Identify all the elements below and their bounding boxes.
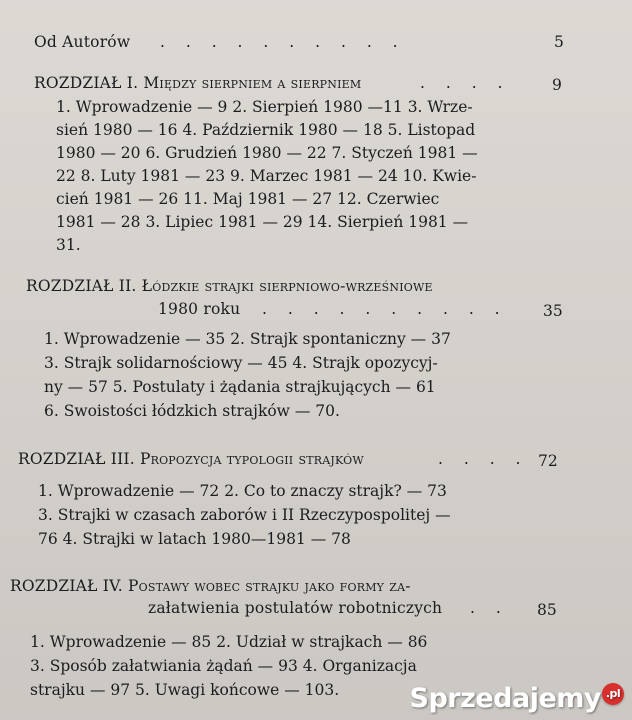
chapter-4-title: ROZDZIAŁ IV. Postawy wobec strajku jako formy za- [10,577,411,595]
chapter-3-entry-line: 76 4. Strajki w latach 1980—1981 — 78 [38,530,351,548]
chapter-4-entry-line: strajku — 97 5. Uwagi końcowe — 103. [30,681,340,699]
chapter-1-entry-line: 31. [56,236,81,254]
chapter-4-entry-line: 3. Sposób załatwiania żądań — 93 4. Organizacja [30,657,417,675]
chapter-1-entry-line: 1980 — 20 6. Grudzień 1980 — 22 7. Styczeń 1981 — [56,144,478,162]
chapter-1-entry-line: 1981 — 28 3. Lipiec 1981 — 29 14. Sierpień 1981 — [56,213,469,231]
toc-preface-label: Od Autorów [34,33,131,51]
chapter-1-entry-line: 1. Wprowadzenie — 9 2. Sierpień 1980 —11 3. Wrze- [56,98,473,116]
chapter-4-page: 85 [537,601,557,619]
watermark-text: Sprzedajemy [409,683,601,714]
toc-preface-page: 5 [554,33,564,51]
chapter-2-entry-line: 6. Swoistości łódzkich strajków — 70. [44,402,340,420]
chapter-3-title: ROZDZIAŁ III. Propozycja typologii strajków [18,450,364,468]
chapter-2-title: ROZDZIAŁ II. Łódzkie strajki sierpniowo-wrześniowe [26,277,433,295]
chapter-1-entry-line: sień 1980 — 16 4. Październik 1980 — 18 5. Listopad [56,121,476,139]
watermark-badge-icon: .pl [602,683,624,705]
chapter-3-page: 72 [538,452,558,470]
chapter-2-entry-line: ny — 57 5. Postulaty i żądania strajkujących — 61 [44,378,436,396]
chapter-1-title: ROZDZIAŁ I. Między sierpniem a sierpniem [34,74,362,92]
chapter-1-entry-line: 22 8. Luty 1981 — 23 9. Marzec 1981 — 24 10. Kwie- [56,167,477,185]
chapter-4-title-cont: załatwienia postulatów robotniczych [148,599,443,617]
chapter-2-leader: . . . . . . . . . . [262,300,508,318]
chapter-1-page: 9 [552,76,562,94]
chapter-2-title-cont: 1980 roku [158,300,241,318]
chapter-2-entry-line: 1. Wprowadzenie — 35 2. Strajk spontaniczny — 37 [44,330,451,348]
chapter-3-entry-line: 3. Strajki w czasach zaborów i II Rzeczypospolitej — [38,506,451,524]
chapter-4-entry-line: 1. Wprowadzenie — 85 2. Udział w strajkach — 86 [30,633,428,651]
chapter-3-leader: . . . . [438,450,529,468]
chapter-2-entry-line: 3. Strajk solidarnościowy — 45 4. Strajk opozycyj- [44,354,438,372]
chapter-1-leader: . . . . [420,74,511,92]
chapter-2-page: 35 [543,302,563,320]
chapter-3-entry-line: 1. Wprowadzenie — 72 2. Co to znaczy strajk? — 73 [38,482,447,500]
toc-preface-leader: . . . . . . . . . . [160,33,406,51]
chapter-4-leader: . . [470,599,509,617]
chapter-1-entry-line: cień 1981 — 26 11. Maj 1981 — 27 12. Czerwiec [56,190,440,208]
sprzedajemy-watermark [410,683,624,714]
